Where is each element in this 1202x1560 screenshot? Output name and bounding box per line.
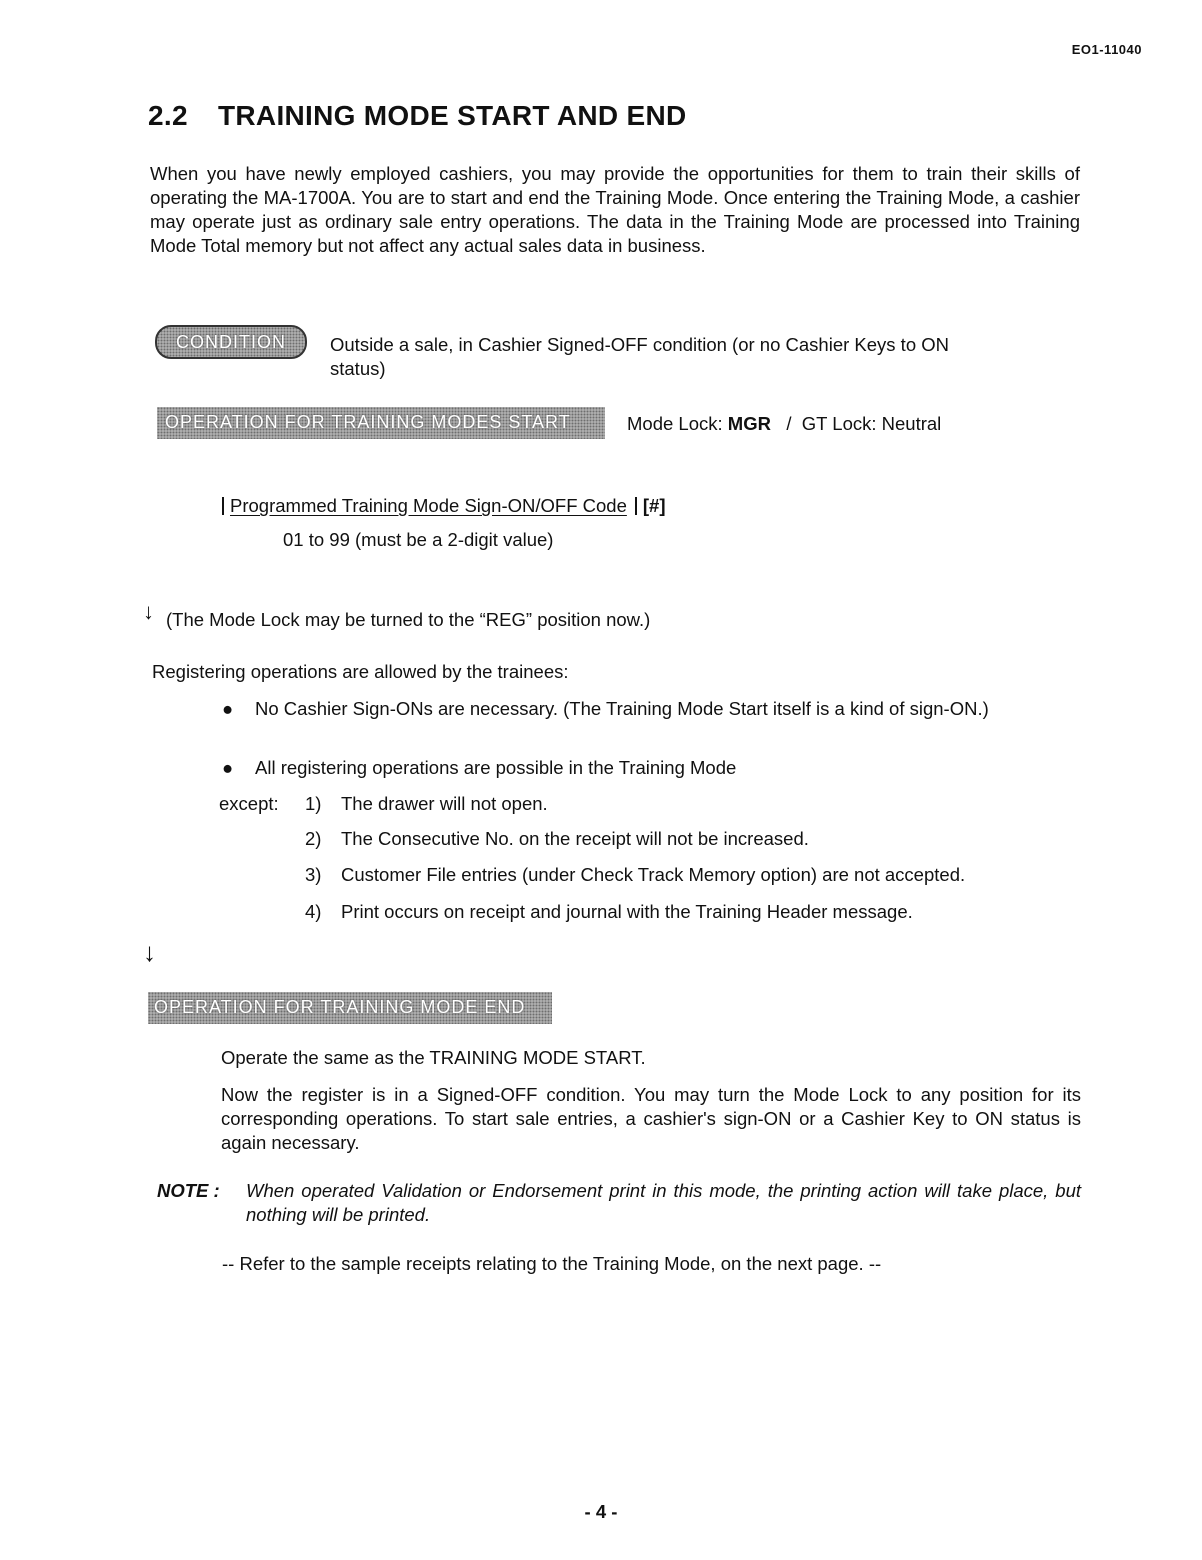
refer-line: -- Refer to the sample receipts relating to the Training Mode, on the next page. -- xyxy=(222,1253,882,1274)
code-box-right-edge xyxy=(635,497,637,515)
exception-text: Customer File entries (under Check Track Memory option) are not accepted. xyxy=(341,864,966,885)
lock-separator: / xyxy=(786,413,792,434)
code-range: 01 to 99 (must be a 2-digit value) xyxy=(283,529,554,550)
exception-number: 3) xyxy=(305,864,322,885)
exception-text: Print occurs on receipt and journal with the Training Header message. xyxy=(341,901,913,922)
sign-on-code-line xyxy=(222,494,666,518)
bullet-item: All registering operations are possible in the Training Mode xyxy=(255,757,737,778)
gt-lock: GT Lock: Neutral xyxy=(801,413,942,434)
note-text: When operated Validation or Endorsement print in this mode, the printing action will take place, but nothing will be printed. xyxy=(246,1180,1081,1225)
exception-number: 1) xyxy=(305,793,322,814)
page-number: - 4 - xyxy=(584,1501,618,1522)
section-heading: TRAINING MODE START AND END xyxy=(218,100,687,131)
bullet-item: No Cashier Sign-ONs are necessary. (The Training Mode Start itself is a kind of sign-ON.) xyxy=(255,698,989,719)
sign-on-code-text: Programmed Training Mode Sign-ON/OFF Code xyxy=(230,495,627,516)
exception-text: The drawer will not open. xyxy=(341,793,548,814)
down-arrow-icon: ↓ xyxy=(143,937,156,967)
note-label: NOTE : xyxy=(157,1180,220,1201)
section-title xyxy=(148,100,687,131)
mode-lock-label: Mode Lock: xyxy=(627,413,723,434)
code-box-left-edge xyxy=(222,497,224,515)
except-label: except: xyxy=(219,793,279,814)
hash-key: [#] xyxy=(642,495,666,516)
document-id: EO1-11040 xyxy=(1071,42,1142,57)
registering-intro: Registering operations are allowed by the trainees: xyxy=(152,661,569,682)
exception-text: The Consecutive No. on the receipt will not be increased. xyxy=(341,828,809,849)
exception-number: 4) xyxy=(305,901,322,922)
mode-lock-line xyxy=(627,412,941,436)
mode-lock-value: MGR xyxy=(727,413,771,434)
condition-badge: CONDITION xyxy=(155,325,307,359)
operation-end-badge: OPERATION FOR TRAINING MODE END xyxy=(148,992,552,1024)
section-number: 2.2 xyxy=(148,100,188,131)
operation-start-badge: OPERATION FOR TRAINING MODES START xyxy=(157,407,605,439)
intro-paragraph: When you have newly employed cashiers, you may provide the opportunities for them to train their skills of operating the MA-1700A. You are to start and end the Training Mode. Once entering the Training Mode, a cashier may operate just as ordinary sale entry operations. The data in the Training Mode are processed into Training Mode Total memory but not affect any actual sales data in business. xyxy=(150,163,1080,256)
signed-off-paragraph: Now the register is in a Signed-OFF condition. You may turn the Mode Lock to any position for its corresponding operations. To start sale entries, a cashier's sign-ON or a Cashier Key to ON status is again necessary. xyxy=(221,1084,1081,1153)
exception-number: 2) xyxy=(305,828,322,849)
bullet-icon: ● xyxy=(222,698,234,719)
condition-text: Outside a sale, in Cashier Signed-OFF condition (or no Cashier Keys to ON status) xyxy=(330,334,950,379)
operate-instruction: Operate the same as the TRAINING MODE START. xyxy=(221,1047,646,1068)
down-arrow-icon: ↓ xyxy=(143,599,154,624)
reg-position-note: (The Mode Lock may be turned to the “REG” position now.) xyxy=(166,609,651,630)
bullet-icon: ● xyxy=(222,757,234,778)
